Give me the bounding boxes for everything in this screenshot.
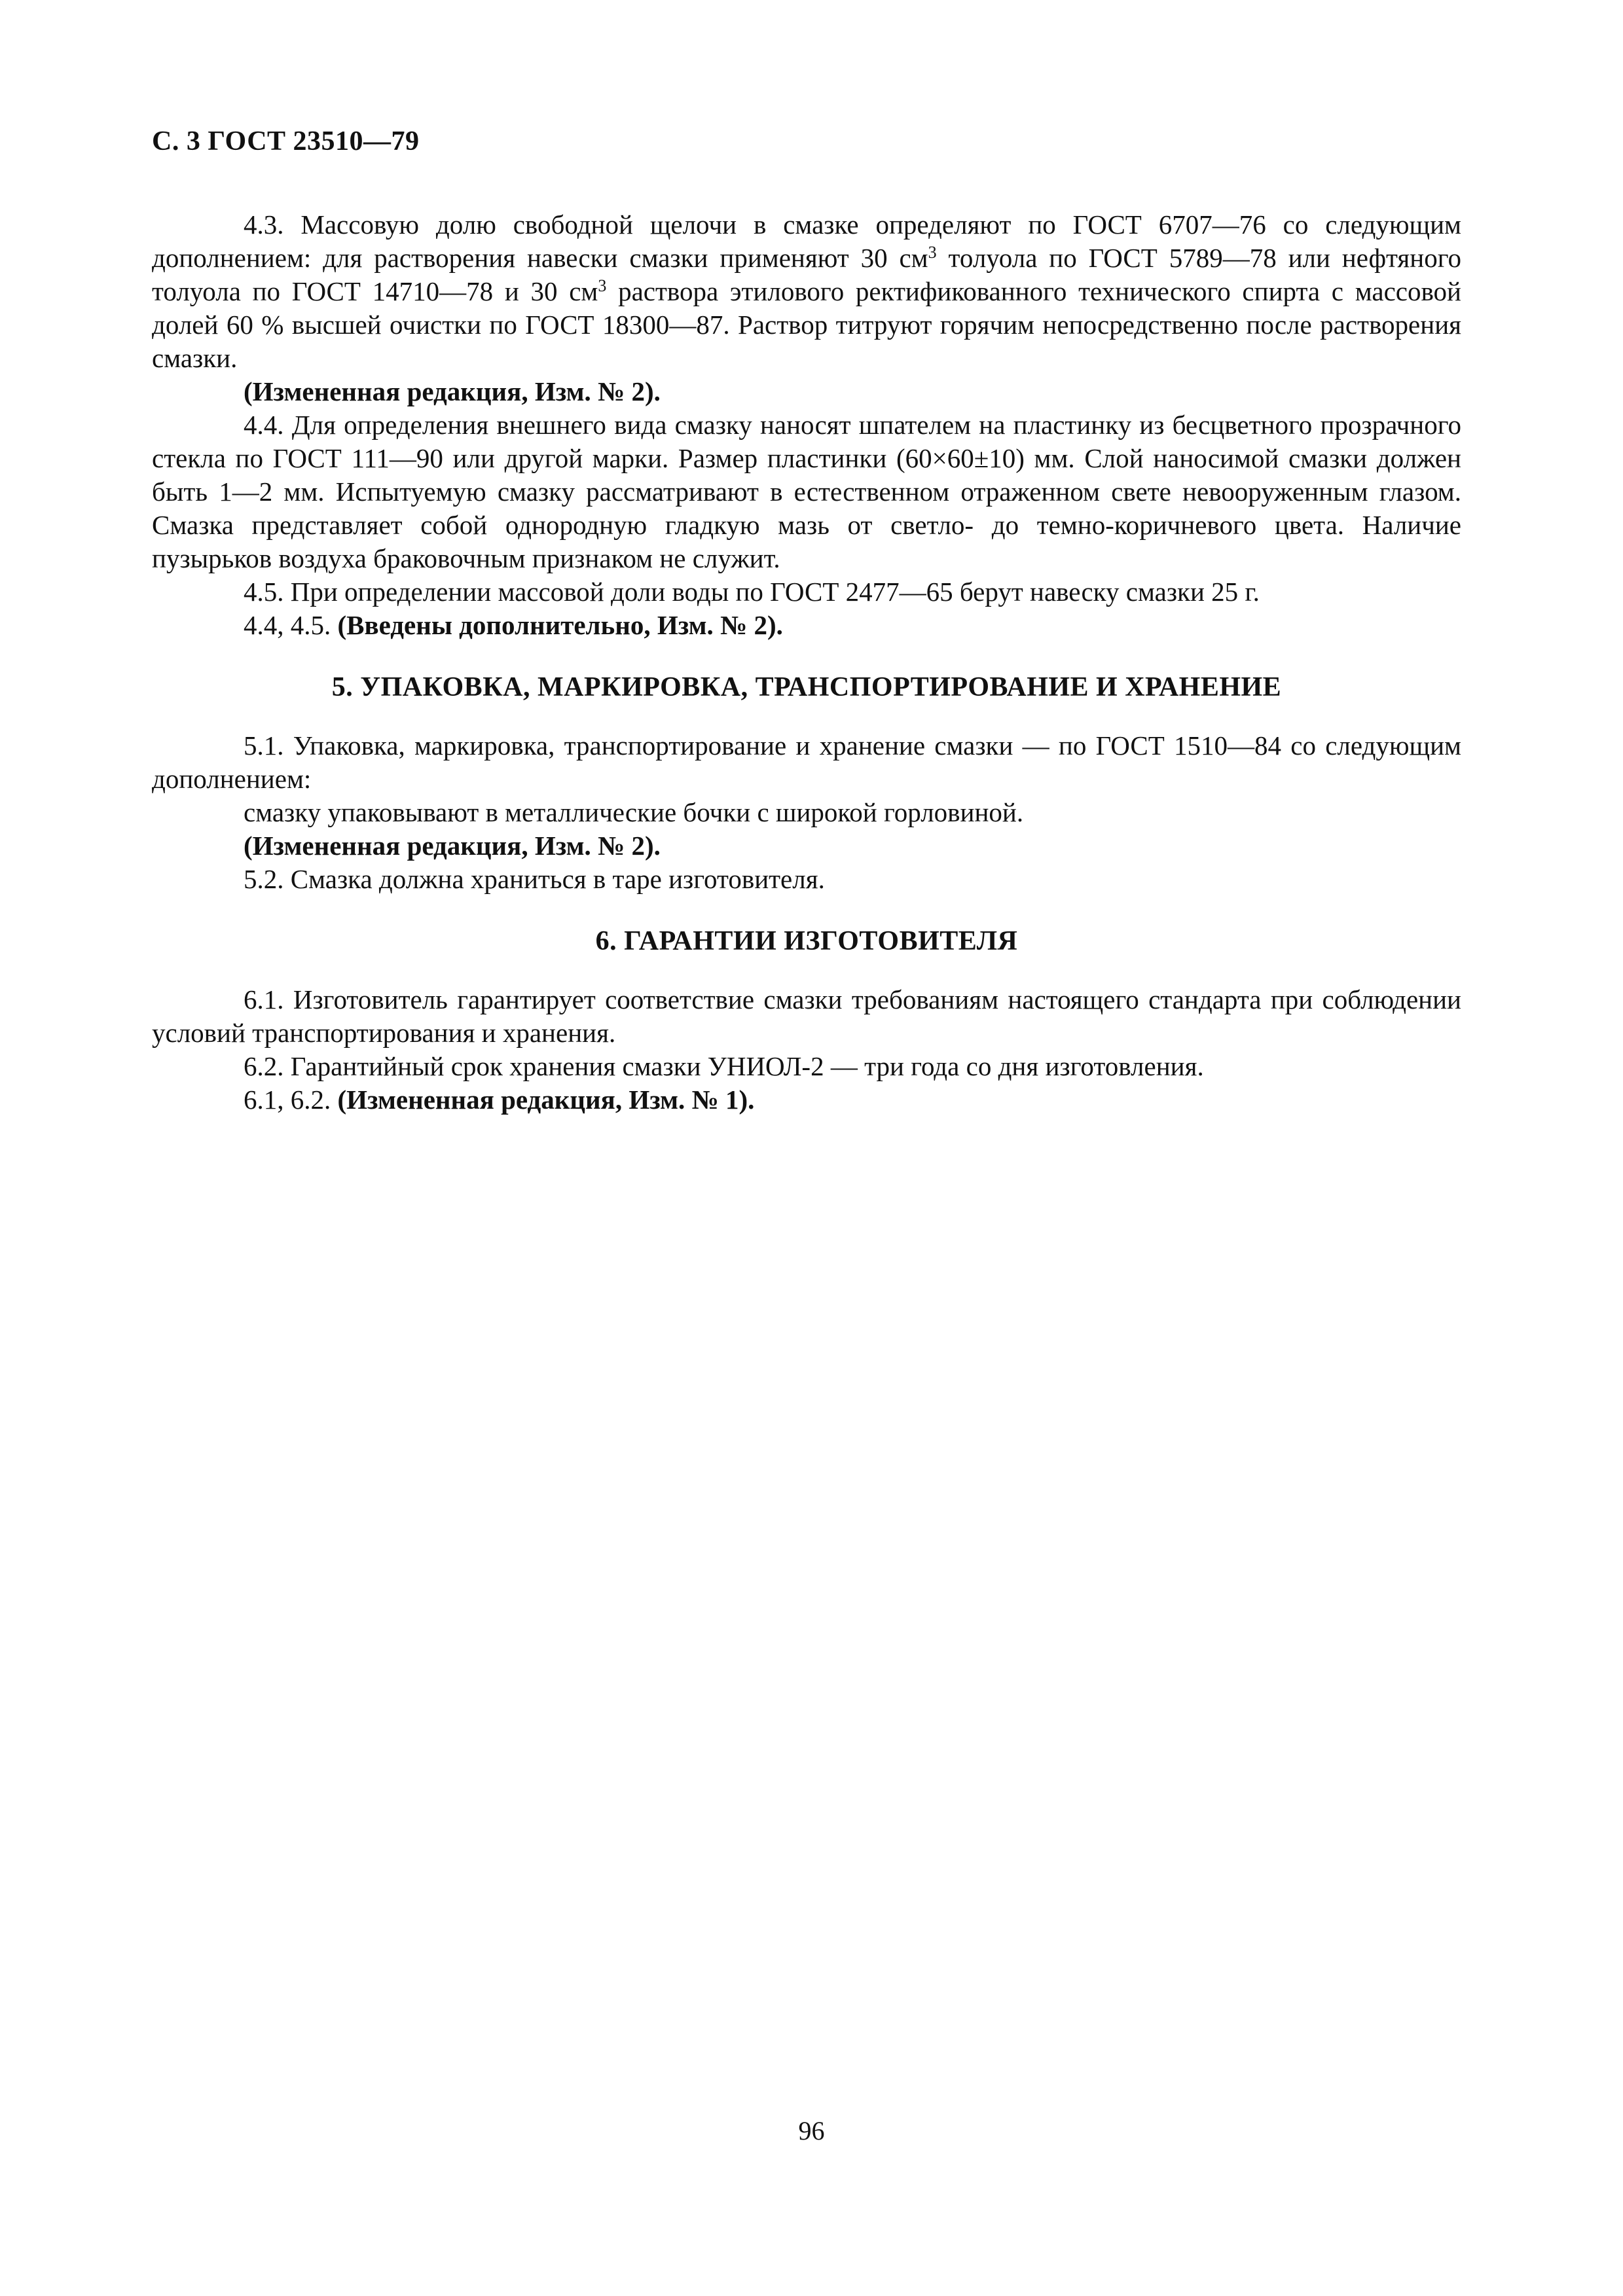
- paragraph-4-3-part3: раствора этилового ректификованного технического спирта с массовой долей 60 % высшей очистки по ГОСТ 18300—87. Раствор титруют горячим непосредственно после растворения смазки.: [152, 276, 1461, 373]
- paragraph-5-1-continuation: смазку упаковывают в металлические бочки с широкой горловиной.: [244, 797, 1024, 827]
- section-5-title: 5. УПАКОВКА, МАРКИРОВКА, ТРАНСПОРТИРОВАНИЕ И ХРАНЕНИЕ: [331, 672, 1282, 702]
- amendment-note-4-4-4-5: [152, 609, 1461, 642]
- amendment-note-5-1: (Измененная редакция, Изм. № 2).: [244, 831, 661, 861]
- paragraph-4-3-part2: толуола по ГОСТ 5789—78 или нефтяного толуола по ГОСТ 14710—78 и 30 см: [152, 243, 1461, 306]
- paragraph-5-1: 5.1. Упаковка, маркировка, транспортирование и хранение смазки — по ГОСТ 1510—84 со следующим дополнением:: [152, 730, 1461, 794]
- amendment-note-6: [152, 1083, 1461, 1117]
- paragraph-4-5: 4.5. При определении массовой доли воды по ГОСТ 2477—65 берут навеску смазки 25 г.: [244, 577, 1260, 607]
- amendment-note-text: (Измененная редакция, Изм. № 1).: [337, 1085, 755, 1115]
- page-number: 96: [798, 2116, 825, 2145]
- paragraph-6-1: 6.1. Изготовитель гарантирует соответствие смазки требованиям настоящего стандарта при соблюдении условий транспортирования и хранения.: [152, 984, 1461, 1048]
- paragraph-5-2: 5.2. Смазка должна храниться в таре изготовителя.: [244, 864, 825, 894]
- amendment-note-4-3: (Измененная редакция, Изм. № 2).: [244, 376, 661, 406]
- section-6-title: 6. ГАРАНТИИ ИЗГОТОВИТЕЛЯ: [595, 926, 1018, 956]
- superscript-cube: 3: [928, 243, 937, 262]
- running-header: С. 3 ГОСТ 23510—79: [152, 126, 420, 156]
- amendment-note-prefix: 4.4, 4.5.: [244, 610, 338, 640]
- paragraph-4-3-part1: 4.3. Массовую долю свободной щелочи в смазке определяют по ГОСТ 6707—76 со следующим дополнением: для растворения навески смазки применяют 30 см: [152, 209, 1461, 273]
- amendment-note-prefix: 6.1, 6.2.: [244, 1085, 338, 1115]
- amendment-note-text: (Введены дополнительно, Изм. № 2).: [337, 610, 783, 640]
- document-body: [152, 208, 1461, 1117]
- paragraph-4-4: 4.4. Для определения внешнего вида смазку наносят шпателем на пластинку из бесцветного прозрачного стекла по ГОСТ 111—90 или другой марки. Размер пластинки (60×60±10) мм. Слой наносимой смазки должен быть 1—2 мм. Испытуемую смазку рассматривают в естественном отраженном свете невооруженным глазом. Смазка представляет собой однородную гладкую мазь от светло- до темно-коричневого цвета. Наличие пузырьков воздуха браковочным признаком не служит.: [152, 410, 1461, 573]
- paragraph-4-3: [152, 208, 1461, 375]
- superscript-cube: 3: [598, 276, 607, 295]
- paragraph-6-2: 6.2. Гарантийный срок хранения смазки УНИОЛ-2 — три года со дня изготовления.: [244, 1051, 1204, 1081]
